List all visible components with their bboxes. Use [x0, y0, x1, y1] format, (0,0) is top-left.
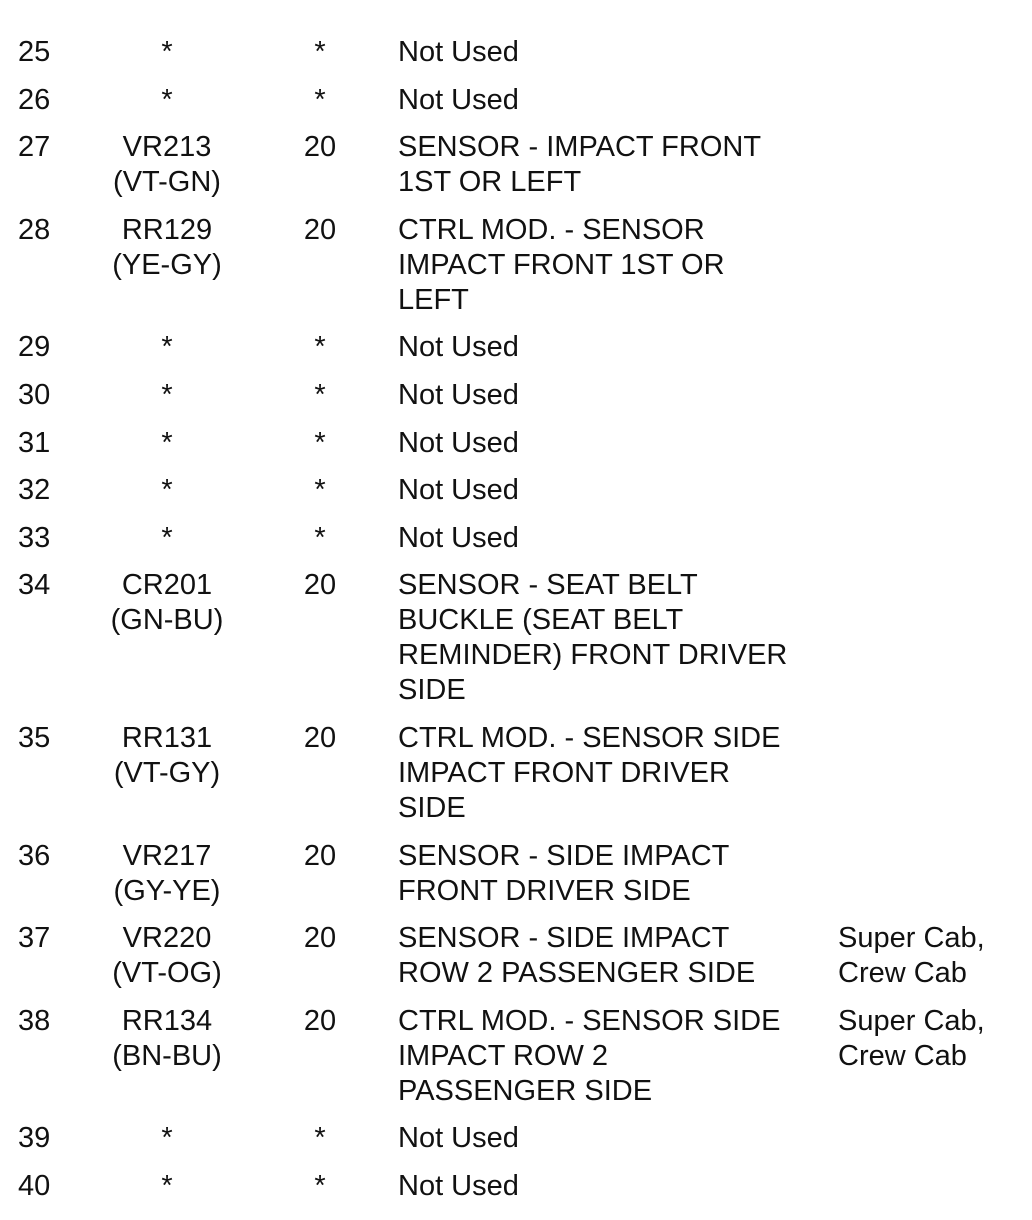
wire-gauge-line: * — [314, 379, 326, 411]
circuit-code-line: * — [161, 83, 173, 116]
circuit-function-line: LEFT — [398, 283, 469, 316]
pin-number — [18, 921, 78, 956]
wire-gauge — [280, 921, 360, 956]
pin-number — [18, 1169, 78, 1204]
circuit-function — [398, 568, 828, 708]
wire-gauge — [280, 378, 360, 413]
wire-gauge-line: 20 — [303, 131, 337, 164]
pin-number — [18, 568, 78, 603]
wire-gauge-line: * — [314, 1122, 326, 1155]
circuit-function — [398, 721, 828, 826]
wire-gauge — [280, 330, 360, 365]
wire-gauge — [280, 721, 360, 756]
pin-number-line: 31 — [18, 426, 51, 459]
pin-number-line: 29 — [18, 331, 51, 364]
pin-number — [18, 721, 78, 756]
circuit-function-line: IMPACT FRONT 1ST OR — [398, 248, 725, 281]
circuit-code — [87, 721, 247, 791]
wire-gauge-line: 20 — [303, 213, 337, 246]
pin-number-line: 37 — [18, 922, 51, 955]
circuit-comment-line: Crew Cab — [838, 957, 967, 990]
pin-number-line: 34 — [18, 569, 51, 602]
wire-gauge-line: * — [314, 521, 326, 554]
circuit-code — [87, 1004, 247, 1074]
circuit-comment-line: Crew Cab — [838, 1039, 967, 1072]
circuit-function — [398, 473, 828, 508]
circuit-code — [87, 1121, 247, 1156]
pin-number-line: 25 — [18, 36, 51, 68]
circuit-function-line: FRONT DRIVER SIDE — [398, 874, 691, 907]
pin-number — [18, 213, 78, 248]
wire-gauge — [280, 1004, 360, 1039]
pin-number-line: 38 — [18, 1004, 51, 1037]
circuit-comment — [838, 1004, 1028, 1074]
pin-number-line: 33 — [18, 521, 51, 554]
circuit-code-line: * — [161, 1170, 173, 1202]
circuit-code — [87, 83, 247, 118]
circuit-code-line: RR131 — [121, 722, 213, 754]
circuit-code-line: (BN-BU) — [112, 1039, 222, 1072]
circuit-code-line: VR213 — [122, 131, 212, 164]
circuit-code — [87, 330, 247, 365]
wire-gauge-line: * — [314, 331, 326, 364]
circuit-function-line: Not Used — [398, 474, 519, 507]
circuit-function — [398, 839, 828, 909]
circuit-function-line: Not Used — [398, 426, 519, 459]
circuit-function-line: Not Used — [398, 379, 519, 411]
circuit-function-line: SIDE — [398, 792, 466, 824]
pin-number — [18, 473, 78, 508]
circuit-code-line: (VT-GY) — [113, 757, 221, 789]
circuit-function — [398, 35, 828, 70]
circuit-code-line: (YE-GY) — [112, 248, 222, 281]
circuit-function-line: 1ST OR LEFT — [398, 166, 582, 199]
pin-number — [18, 330, 78, 365]
wire-gauge — [280, 521, 360, 556]
circuit-code — [87, 378, 247, 413]
pin-number-line: 28 — [18, 213, 51, 246]
wire-gauge-line: 20 — [303, 722, 337, 754]
circuit-code-line: VR217 — [122, 839, 212, 872]
circuit-code — [87, 473, 247, 508]
circuit-function — [398, 130, 828, 200]
pin-number-line: 30 — [18, 379, 51, 411]
pin-number — [18, 839, 78, 874]
pin-number — [18, 1121, 78, 1156]
wire-gauge — [280, 1169, 360, 1204]
pin-number-line: 39 — [18, 1122, 51, 1155]
wire-gauge — [280, 83, 360, 118]
wire-gauge-line: 20 — [303, 569, 337, 602]
circuit-function-line: Not Used — [398, 521, 519, 554]
circuit-code-line: (VT-GN) — [113, 166, 221, 199]
circuit-code-line: (VT-OG) — [112, 957, 222, 990]
wire-gauge-line: * — [314, 1170, 326, 1202]
pin-number — [18, 83, 78, 118]
wire-gauge-line: * — [314, 474, 326, 507]
wire-gauge-line: 20 — [303, 922, 337, 955]
circuit-function-line: CTRL MOD. - SENSOR SIDE — [398, 1004, 781, 1037]
pin-number-line: 40 — [18, 1170, 51, 1202]
wire-gauge — [280, 130, 360, 165]
circuit-function-line: Not Used — [398, 331, 519, 364]
wire-gauge-line: 20 — [303, 1004, 337, 1037]
pin-number — [18, 426, 78, 461]
wire-gauge-line: 20 — [303, 839, 337, 872]
circuit-function-line: BUCKLE (SEAT BELT — [398, 604, 684, 637]
pin-number — [18, 130, 78, 165]
circuit-function-line: SENSOR - SIDE IMPACT — [398, 839, 730, 872]
circuit-function-line: Not Used — [398, 83, 519, 116]
circuit-code — [87, 213, 247, 283]
circuit-function-line: Not Used — [398, 1170, 519, 1202]
circuit-code-line: RR129 — [121, 213, 213, 246]
circuit-function — [398, 426, 828, 461]
pin-number — [18, 378, 78, 413]
pin-number-line: 35 — [18, 722, 51, 754]
circuit-function — [398, 521, 828, 556]
circuit-code-line: RR134 — [121, 1004, 213, 1037]
circuit-code-line: (GN-BU) — [110, 604, 224, 637]
circuit-function — [398, 378, 828, 413]
circuit-code-line: * — [161, 474, 173, 507]
circuit-code-line: * — [161, 379, 173, 411]
circuit-code-line: VR220 — [122, 922, 212, 955]
wire-gauge — [280, 568, 360, 603]
circuit-function-line: REMINDER) FRONT DRIVER — [398, 639, 788, 672]
wire-gauge-line: * — [314, 36, 326, 68]
circuit-function — [398, 1169, 828, 1204]
circuit-comment — [838, 921, 1028, 991]
circuit-code-line: * — [161, 36, 173, 68]
wire-gauge — [280, 1121, 360, 1156]
wire-gauge-line: * — [314, 83, 326, 116]
circuit-function — [398, 921, 828, 991]
wire-gauge — [280, 35, 360, 70]
pin-number-line: 32 — [18, 474, 51, 507]
circuit-function — [398, 330, 828, 365]
circuit-function-line: CTRL MOD. - SENSOR — [398, 213, 705, 246]
circuit-function-line: SIDE — [398, 674, 466, 707]
circuit-function — [398, 1004, 828, 1109]
circuit-code-line: * — [161, 1122, 173, 1155]
pin-number — [18, 521, 78, 556]
circuit-comment-line: Super Cab, — [838, 1004, 985, 1037]
pin-number-line: 36 — [18, 839, 51, 872]
wire-gauge — [280, 473, 360, 508]
circuit-function-line: Not Used — [398, 36, 519, 68]
pin-number — [18, 1004, 78, 1039]
circuit-code — [87, 35, 247, 70]
circuit-function-line: Not Used — [398, 1122, 519, 1155]
wire-gauge — [280, 426, 360, 461]
circuit-code — [87, 426, 247, 461]
circuit-code — [87, 130, 247, 200]
circuit-code — [87, 521, 247, 556]
circuit-function — [398, 213, 828, 318]
pin-number-line: 27 — [18, 131, 51, 164]
circuit-function-line: IMPACT ROW 2 — [398, 1039, 608, 1072]
circuit-code — [87, 1169, 247, 1204]
circuit-code — [87, 568, 247, 638]
circuit-function-line: IMPACT FRONT DRIVER — [398, 757, 730, 789]
circuit-function-line: ROW 2 PASSENGER SIDE — [398, 957, 756, 990]
circuit-code-line: * — [161, 331, 173, 364]
circuit-function — [398, 1121, 828, 1156]
circuit-function-line: SENSOR - SEAT BELT — [398, 569, 698, 602]
circuit-code — [87, 839, 247, 909]
pin-number-line: 26 — [18, 83, 51, 116]
circuit-function-line: SENSOR - SIDE IMPACT — [398, 922, 730, 955]
circuit-code-line: (GY-YE) — [113, 874, 221, 907]
circuit-comment-line: Super Cab, — [838, 922, 985, 955]
circuit-code — [87, 921, 247, 991]
circuit-function — [398, 83, 828, 118]
circuit-function-line: SENSOR - IMPACT FRONT — [398, 131, 762, 164]
circuit-code-line: * — [161, 521, 173, 554]
circuit-function-line: PASSENGER SIDE — [398, 1074, 653, 1107]
wire-gauge-line: * — [314, 426, 326, 459]
pin-number — [18, 35, 78, 70]
circuit-function-line: CTRL MOD. - SENSOR SIDE — [398, 722, 781, 754]
circuit-code-line: * — [161, 426, 173, 459]
wire-gauge — [280, 839, 360, 874]
wire-gauge — [280, 213, 360, 248]
circuit-code-line: CR201 — [121, 569, 213, 602]
